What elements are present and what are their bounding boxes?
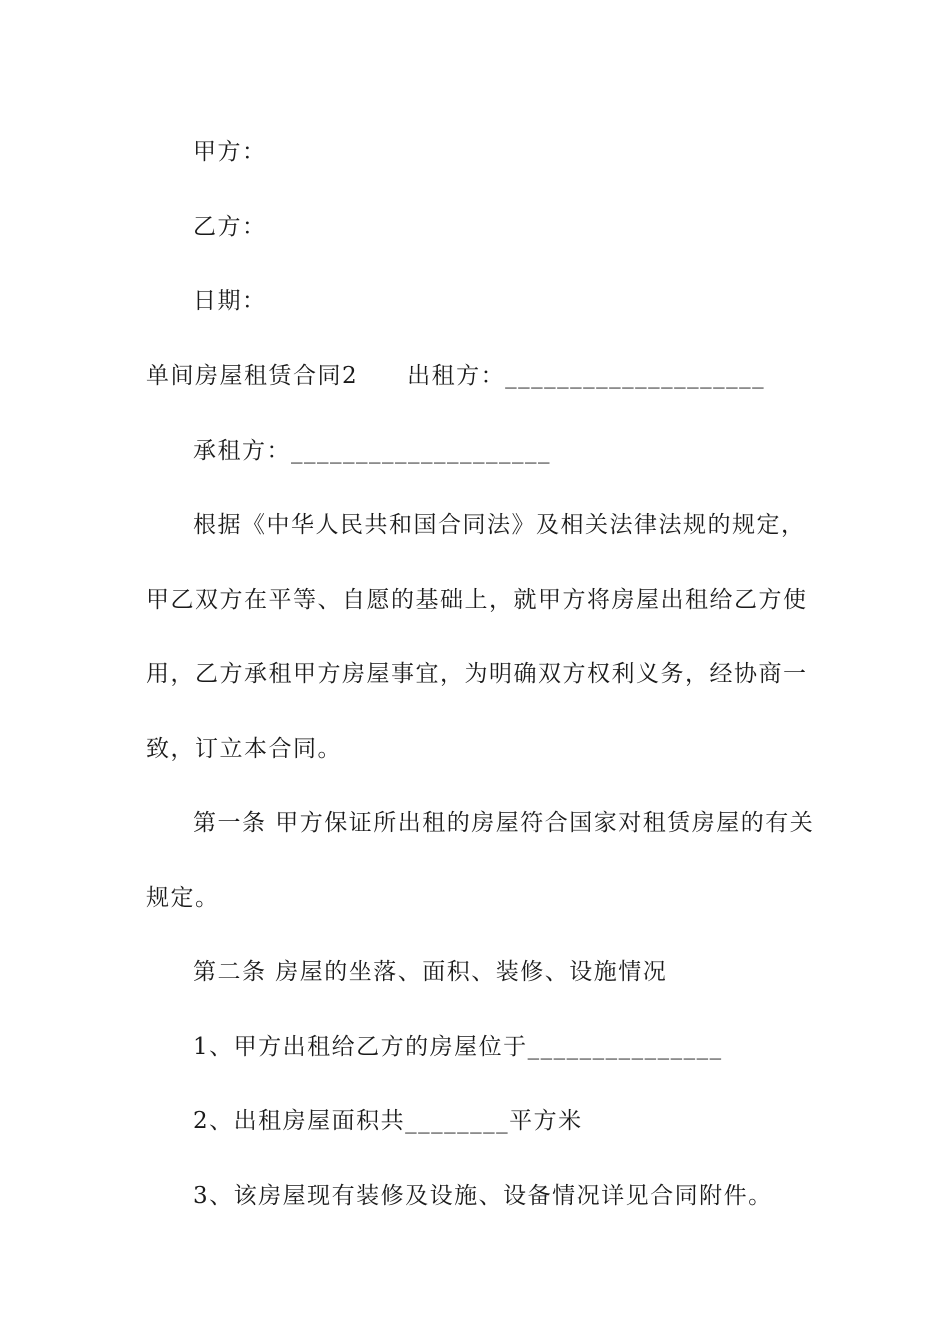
party-a-label: 甲方：: [193, 139, 267, 165]
clause-item: 2、出租房屋面积共________平方米: [193, 1108, 583, 1134]
date-label: 日期：: [193, 288, 267, 314]
article-one-line: 规定。: [146, 885, 220, 911]
clause-item: 1、甲方出租给乙方的房屋位于_______________: [193, 1034, 723, 1060]
clause-item: 3、该房屋现有装修及设施、设备情况详见合同附件。: [193, 1183, 773, 1209]
article-two-heading: 第二条 房屋的坐落、面积、装修、设施情况: [193, 959, 668, 985]
party-b-label: 乙方：: [193, 214, 267, 240]
paragraph-line: 甲乙双方在平等、自愿的基础上，就甲方将房屋出租给乙方使: [146, 587, 808, 613]
paragraph-line: 根据《中华人民共和国合同法》及相关法律法规的规定，: [193, 512, 806, 538]
lessee-line: 承租方：____________________: [193, 438, 551, 464]
contract-title-lessor: 单间房屋租赁合同2 出租方：____________________: [146, 363, 766, 389]
article-one-line: 第一条 甲方保证所出租的房屋符合国家对租赁房屋的有关: [193, 810, 815, 836]
paragraph-line: 用，乙方承租甲方房屋事宜，为明确双方权利义务，经协商一: [146, 661, 808, 687]
paragraph-line: 致，订立本合同。: [146, 736, 342, 762]
